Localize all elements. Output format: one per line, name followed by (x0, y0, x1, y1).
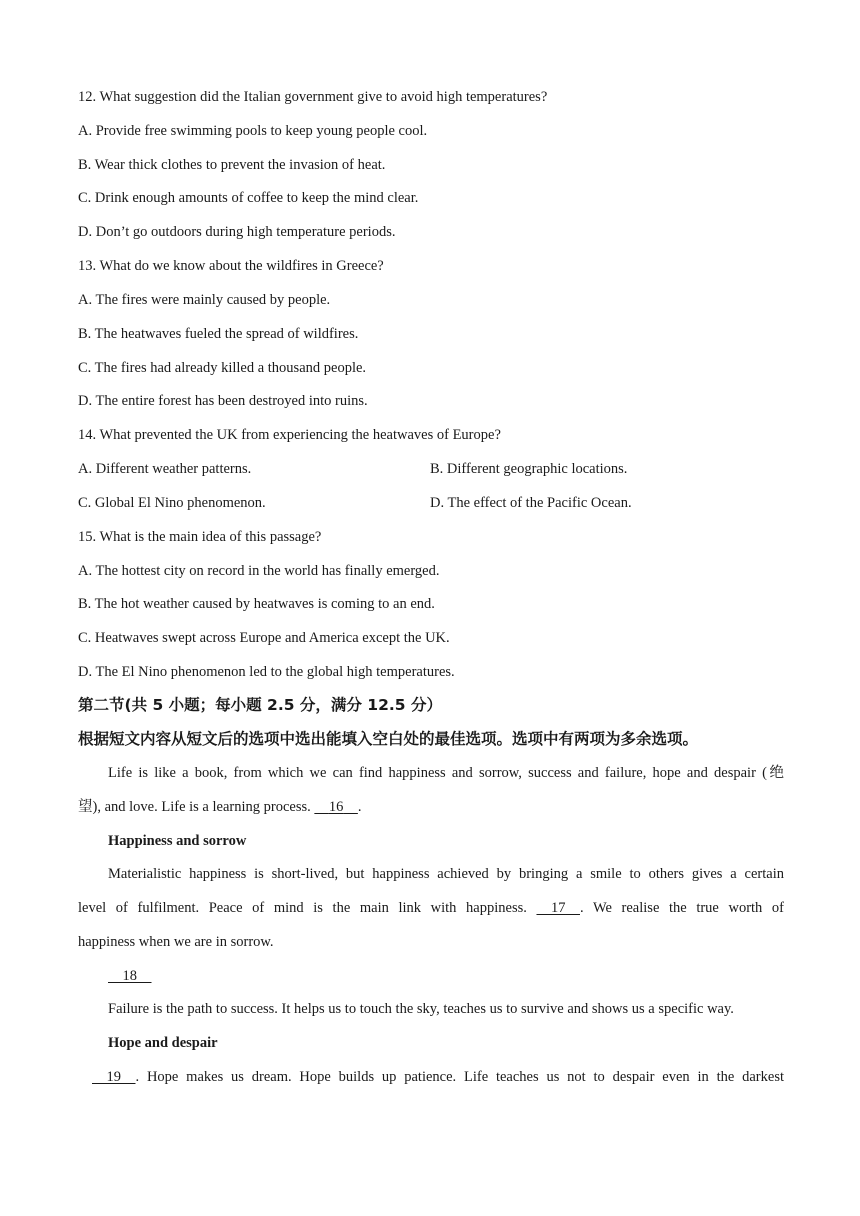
passage-paragraph-2-line-1: Materialistic happiness is short-lived, but happiness achieved by bringing a smile to others gives a certain (108, 866, 784, 882)
question-14-option-b: B. Different geographic locations. (430, 461, 628, 477)
question-12-option-a: A. Provide free swimming pools to keep young people cool. (78, 123, 428, 139)
question-13-option-a: A. The fires were mainly caused by people. (78, 292, 331, 308)
passage-paragraph-1-line-1: Life is like a book, from which we can find happiness and sorrow, success and failure, hope and despair (绝 (108, 765, 784, 781)
passage-paragraph-2-line-3: happiness when we are in sorrow. (78, 934, 274, 950)
question-13-option-c: C. The fires had already killed a thousand people. (78, 360, 367, 376)
blank-18 (108, 966, 152, 986)
question-12-option-b: B. Wear thick clothes to prevent the invasion of heat. (78, 157, 386, 173)
section-instruction: 根据短文内容从短文后的选项中选出能填入空白处的最佳选项。选项中有两项为多余选项。 (78, 730, 699, 748)
blank-17-number: 17 (550, 900, 566, 916)
question-15-option-c: C. Heatwaves swept across Europe and America except the UK. (78, 630, 450, 646)
question-12-option-c: C. Drink enough amounts of coffee to keep the mind clear. (78, 190, 419, 206)
question-13-stem: 13. What do we know about the wildfires in Greece? (78, 258, 384, 274)
question-12-stem: 12. What suggestion did the Italian government give to avoid high temperatures? (78, 89, 548, 105)
subheading-hope-and-despair: Hope and despair (108, 1035, 218, 1051)
question-15-stem: 15. What is the main idea of this passage? (78, 529, 322, 545)
question-15-option-d: D. The El Nino phenomenon led to the global high temperatures. (78, 664, 455, 680)
passage-text: . (357, 799, 362, 815)
question-13-option-b: B. The heatwaves fueled the spread of wildfires. (78, 326, 359, 342)
passage-paragraph-2-line-2 (78, 898, 784, 918)
passage-text: level of fulfilment. Peace of mind is the main link with happiness. (78, 900, 537, 916)
passage-text: 望), and love. Life is a learning process. (78, 799, 315, 815)
blank-17 (536, 900, 580, 916)
question-14-option-d: D. The effect of the Pacific Ocean. (430, 495, 632, 511)
question-12-option-d: D. Don’t go outdoors during high temperature periods. (78, 224, 396, 240)
subheading-happiness-and-sorrow: Happiness and sorrow (108, 833, 247, 849)
question-14-option-a: A. Different weather patterns. (78, 461, 252, 477)
question-15-option-b: B. The hot weather caused by heatwaves is coming to an end. (78, 596, 435, 612)
section-title: 第二节(共 5 小题；每小题 2.5 分，满分 12.5 分） (78, 696, 442, 714)
passage-paragraph-3: Failure is the path to success. It helps us to touch the sky, teaches us to survive and shows us a specific way. (108, 1001, 734, 1017)
passage-paragraph-4-line-1 (92, 1067, 784, 1087)
passage-text: . Hope makes us dream. Hope builds up patience. Life teaches us not to despair even in the darkest (135, 1069, 784, 1085)
blank-19 (92, 1069, 136, 1085)
passage-paragraph-1-line-2 (78, 797, 361, 817)
question-14-stem: 14. What prevented the UK from experiencing the heatwaves of Europe? (78, 427, 501, 443)
blank-16 (314, 799, 358, 815)
question-13-option-d: D. The entire forest has been destroyed into ruins. (78, 393, 368, 409)
question-14-option-c: C. Global El Nino phenomenon. (78, 495, 266, 511)
blank-18-number: 18 (122, 968, 137, 984)
passage-text: . We realise the true worth of (579, 900, 785, 916)
blank-16-number: 16 (328, 799, 344, 815)
question-15-option-a: A. The hottest city on record in the world has finally emerged. (78, 563, 440, 579)
blank-19-number: 19 (106, 1069, 121, 1085)
